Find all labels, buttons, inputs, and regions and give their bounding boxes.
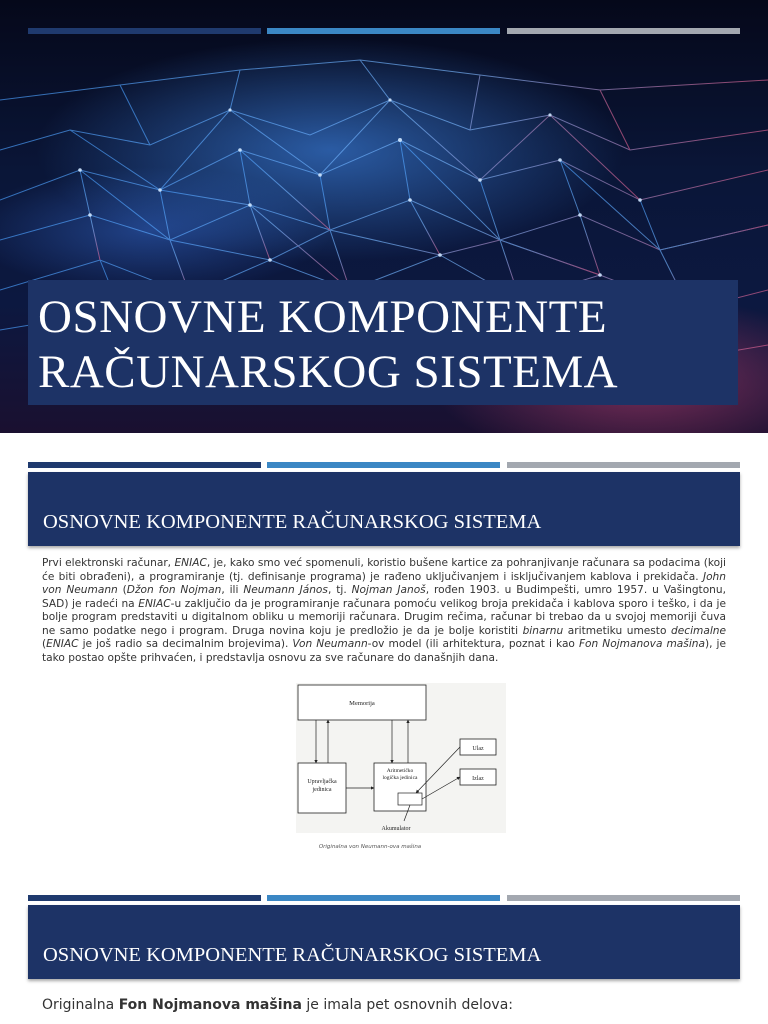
paragraph-italic-segment: Von Neumann <box>292 638 368 650</box>
paragraph-italic-segment: decimalne <box>671 624 726 637</box>
slide3-intro-text <box>42 997 513 1013</box>
title-slide <box>0 0 768 433</box>
paragraph-segment: , je, kako smo već spomenuli, koristio bušene kartice za pohranjivanje računara sa podacima (koji će biti obrađeni), a programiranje (tj. definisanje programa) je rađeno uključivanjem i isključivanjem kablova i prekidača. <box>42 557 727 583</box>
bar-gray <box>507 462 740 468</box>
bar-dark <box>28 895 261 901</box>
paragraph-italic-segment: John von Neumann <box>42 570 726 596</box>
bar-blue <box>267 28 500 34</box>
paragraph-segment: , ili <box>221 584 244 596</box>
paragraph-italic-segment: Fon Nojmanova mašina <box>578 638 705 650</box>
memory-label: Memorija <box>349 700 375 707</box>
paragraph-segment: ( <box>117 584 127 596</box>
intro-prefix: Originalna <box>42 997 119 1013</box>
paragraph-segment: Prvi elektronski računar, <box>42 557 175 569</box>
paragraph-segment: , tj. <box>327 584 352 596</box>
bar-gray <box>507 895 740 901</box>
slide3-header <box>28 905 740 979</box>
paragraph-italic-segment: ENIAC <box>174 557 207 569</box>
diagram-caption: Originalna von Neumann-ova mašina <box>318 844 422 850</box>
bar-dark <box>28 28 261 34</box>
control-unit-label-1: Upravljačka <box>307 779 337 785</box>
decorative-bars-slide2 <box>28 462 740 468</box>
paragraph-segment: -ov model (ili arhitektura, poznat i kao <box>367 638 579 650</box>
paragraph-italic-segment: Neumann János <box>243 584 328 596</box>
paragraph-segment: aritmetiku umesto <box>563 624 671 637</box>
intro-suffix: je imala pet osnovnih delova: <box>301 997 514 1013</box>
paragraph-segment: ( <box>42 638 47 650</box>
bar-blue <box>267 895 500 901</box>
paragraph-segment: ), je tako postao opšte prihvaćen, i predstavlja osnovu za sve računare do današnjih dana. <box>42 638 726 664</box>
output-label: Izlaz <box>472 776 484 782</box>
title-box <box>28 280 738 405</box>
input-label: Ulaz <box>472 746 484 752</box>
paragraph-segment: -u zaključio da je programiranje računara pomoću velikog broja prekidača i kablova sporo i teško, i da je bolje program predstaviti u digitalnom obliku u memoriji računara. Drugim rečima, računar bi trebao da u svojoj memoriji čuva ne samo podatke nego i program. Druga novina koju je predložio je da je bolje koristiti <box>42 597 727 637</box>
paragraph-italic-segment: binarnu <box>522 624 564 637</box>
paragraph-segment: , rođen 1903. u Budimpešti, umro 1957. u Vašingtonu, SAD) je radeći na <box>42 584 726 610</box>
paragraph-italic-segment: ENIAC <box>46 638 79 650</box>
slide2-header <box>28 472 740 546</box>
slide3-heading: OSNOVNE KOMPONENTE RAČUNARSKOG SISTEMA <box>43 944 542 966</box>
decorative-bars-top <box>28 28 740 34</box>
intro-bold: Fon Nojmanova mašina <box>118 997 302 1013</box>
accumulator-label: Akumulator <box>381 826 411 832</box>
bar-dark <box>28 462 261 468</box>
accumulator-box <box>398 793 422 805</box>
paragraph-segment: je još radio sa decimalnim brojevima). <box>78 638 293 650</box>
decorative-bars-slide3 <box>28 895 740 901</box>
paragraph-italic-segment: Džon fon Nojman <box>126 584 222 596</box>
bar-gray <box>507 28 740 34</box>
control-unit-label-2: jedinica <box>312 787 332 793</box>
alu-label-2: logička jedinica <box>382 775 418 781</box>
bar-blue <box>267 462 500 468</box>
slide2-paragraph <box>42 557 726 665</box>
paragraph-italic-segment: Nojman Janoš <box>351 584 426 596</box>
von-neumann-diagram <box>296 683 506 833</box>
slide2-heading: OSNOVNE KOMPONENTE RAČUNARSKOG SISTEMA <box>43 511 542 533</box>
alu-label-1: Aritmetičko <box>386 768 414 774</box>
title-line-1: OSNOVNE KOMPONENTE <box>38 291 608 343</box>
title-line-2: RAČUNARSKOG SISTEMA <box>38 346 619 398</box>
paragraph-italic-segment: ENIAC <box>138 597 171 610</box>
